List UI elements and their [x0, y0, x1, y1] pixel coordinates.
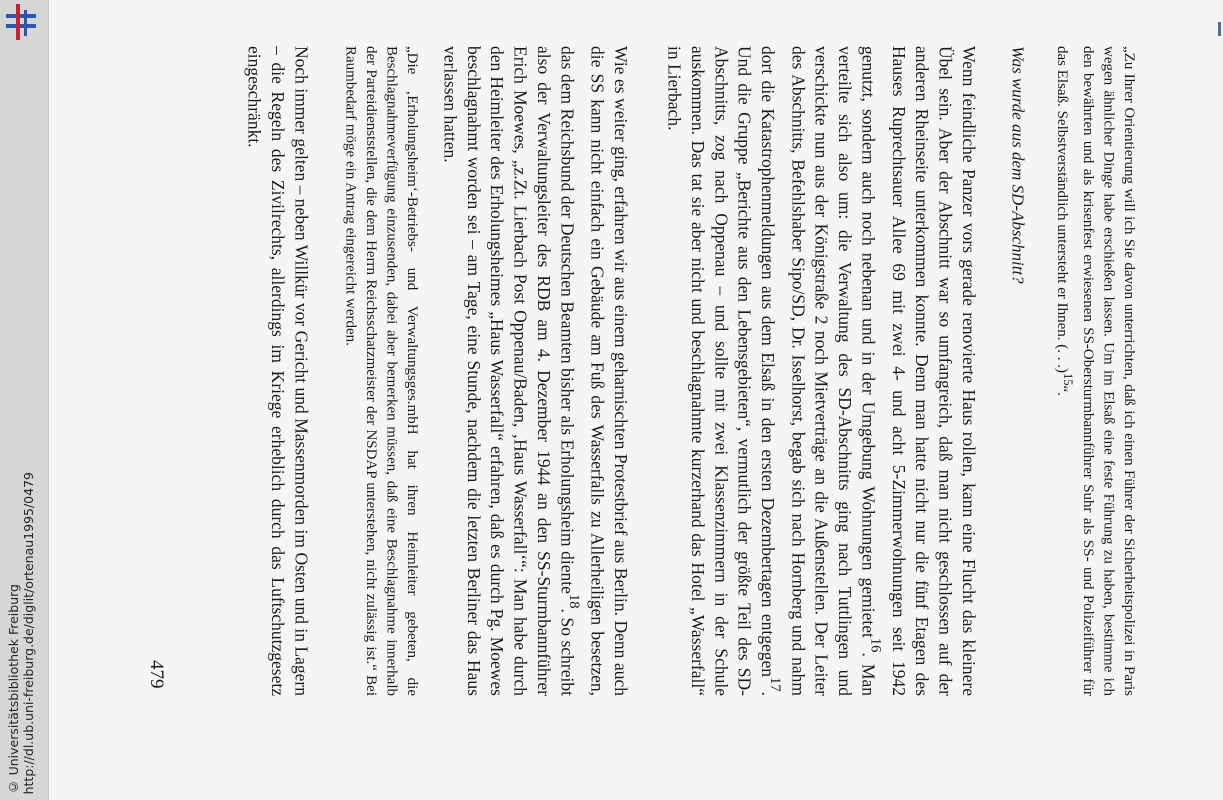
footnote-ref: 17: [766, 677, 783, 692]
footnote-ref: 16: [867, 637, 884, 653]
paragraph-2: Wie es weiter ging, erfahren wir aus einem geharnischten Protestbrief aus Berlin. Denn auch die SS kann nicht einfach ein Gebäude am Fuß des Wasserfalls zu Allerheiligen besetzen, das dem Reichsbund der Deutschen Beamten bisher als Erholungsheim diente$^{18}$. So schreibt also der Verwaltungsleiter des RDB am 4. Dezember 1944 an den SS-Sturmbannführer Erich Moewes, „z.Zt. Lierbach Post Oppenau/Baden, ‚Haus Wasserfall‘“: Man habe durch den Heimleiter des Erholungsheimes „Haus Wasserfall“ erfahren, daß es durch Pg. Moewes beschlagnahmt worden sei – am Tage, eine Stunde, nachdem die letzten Berliner das Haus verlassen hatten.: [440, 46, 632, 697]
scanned-page: [49, 0, 1223, 800]
viewer-sidebar: [0, 0, 49, 800]
copyright-text: © Universitätsbibliothek Freiburg: [6, 583, 21, 794]
quote-2: „Die ‚Erholungsheim‘-Betriebs- und Verwaltungsges.mbH hat ihren Heimleiter gebeten, die Beschlagnahmeverfügung einzusenden, dabei aber bemerken müssen, daß eine Beschlagnahme innerhalb der Parteidienststellen, die dem Herrn Reichsschatzmeister der NSDAP unterstehen, nicht zulässig ist.“ Bei Raumbedarf möge ein Antrag eingereicht werden.: [342, 46, 420, 696]
page-number: 479: [146, 660, 167, 689]
quote-intro: „Zu Ihrer Orientierung will ich Sie davon unterrichten, daß ich einen Führer der Sicherheitspolizei in Paris wegen ähnlicher Dinge habe erschießen lassen. Um im Elsaß eine feste Führung zu haben, bestimme ich den bewährten und als krisenfest erwiesenen SS-Obersturmbannführer Suhr als SS- und Polizeiführer für das Elsaß. Selbstverständlich untersteht er Ihnen. (. . .)$^{15}$“.: [1053, 46, 1137, 696]
edge-marker: [1218, 22, 1221, 36]
source-url-link[interactable]: http://dl.ub.uni-freiburg.de/diglit/ortenau1995/0479: [21, 471, 36, 794]
paragraph-1: Wenn feindliche Panzer vors gerade renovierte Haus rollen, kann eine Flucht das kleinere Übel sein. Aber der Abschnitt war so umfangreich, daß man nicht geschlossen auf der anderen Rheinseite unterkommen konnte. Denn man hatte nicht nur die fünf Etagen des Hauses Ruprechtsauer Allee 69 mit zwei 4- und acht 5-Zimmerwohnungen seit 1942 genutzt, sondern auch noch nebenan und in der Umgebung Wohnungen gemietet$^{16}$. Man verteilte sich also um: die Verwaltung des SD-Abschnitts ging nach Tuttlingen und verschickte nun aus der Königstraße 2 noch Mietverträge an die Außenstellen. Der Leiter des Abschnitts, Befehlshaber Sipo/SD, Dr. Isselhorst, begab sich nach Hornberg und nahm dort die Katastrophenmeldungen aus dem Elsaß in den ersten Dezembertagen entgegen$^{17}$. Und die Gruppe „Berichte aus den Lebensgebieten“, vermutlich der größte Teil des SD-Abschnitts, zog nach Oppenau – und sollte mit zwei Klassenzimmern in der Schule auskommen. Das tat sie aber nicht und beschlagnahmte kurzerhand das Hotel „Wasserfall“ in Lierbach.: [664, 46, 979, 697]
university-logo-icon: [2, 0, 40, 44]
paragraph-3: Noch immer gelten – neben Willkür vor Gericht und Massenmorden im Osten und in Lagern – die Regeln des Zivilrechts, allerdings im Kriege erheblich durch das Luftschutzgesetz eingeschränkt.: [244, 46, 312, 696]
source-info: [6, 472, 44, 794]
footnote-ref: 18: [566, 593, 583, 609]
page-text: [242, 46, 1139, 696]
footnote-ref: 15: [1060, 373, 1075, 386]
section-heading: Was wurde aus dem SD-Abschnitt?: [1008, 46, 1028, 284]
